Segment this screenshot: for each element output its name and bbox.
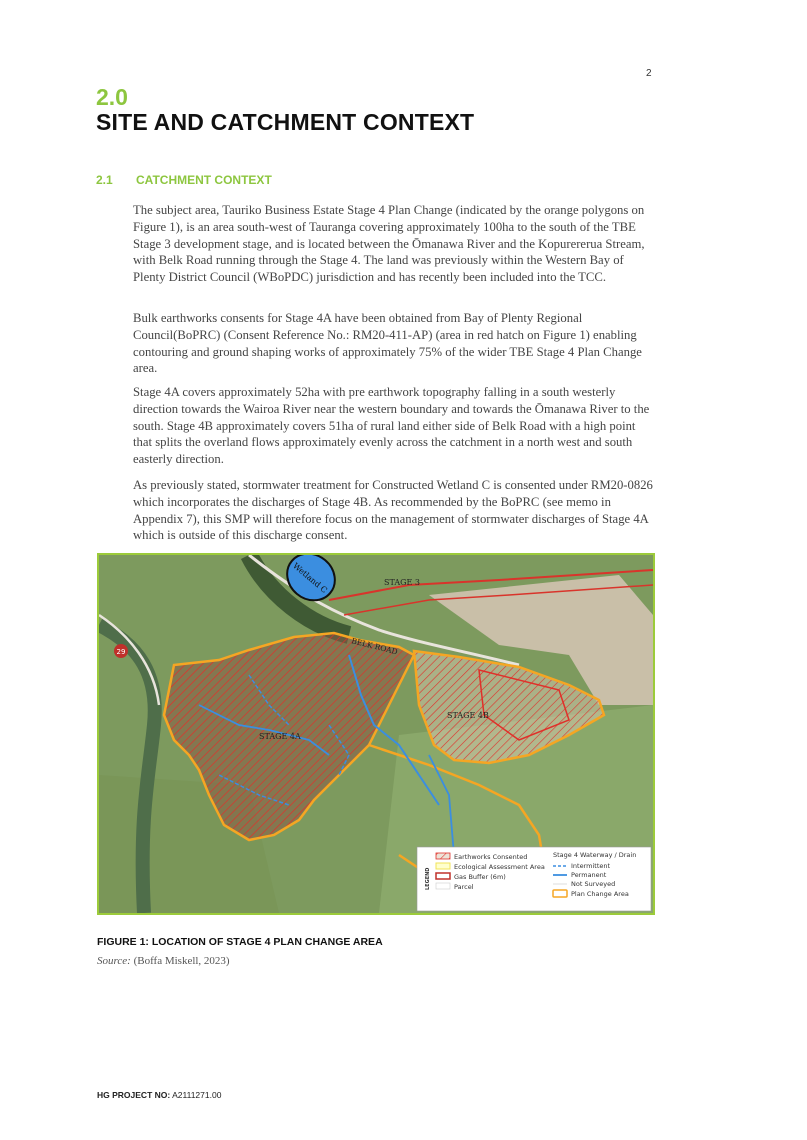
source-text: (Boffa Miskell, 2023) [133, 955, 230, 967]
stage4b-label: STAGE 4B [447, 711, 489, 720]
site-map [97, 553, 655, 915]
stage3-label: STAGE 3 [384, 578, 421, 587]
paragraph-2: Bulk earthworks consents for Stage 4A have been obtained from Bay of Plenty Regional Council(BoPRC) (Consent Reference No.: RM20-411-AP) (area in red hatch on Figure 1) enabling contouring and ground shaping works of approximately 75% of the wider TBE Stage 4 Plan Change area. [133, 311, 642, 376]
legend-permanent: Permanent [571, 871, 607, 879]
legend-gas-buffer: Gas Buffer (6m) [454, 873, 506, 881]
section-title: SITE AND CATCHMENT CONTEXT [96, 109, 475, 135]
subsection-number: 2.1 [96, 173, 113, 187]
stage4a-label: STAGE 4A [259, 732, 301, 741]
section-number: 2.0 [96, 84, 128, 110]
footer-value: A2111271.00 [172, 1090, 222, 1100]
legend-earthworks: Earthworks Consented [454, 853, 528, 861]
legend-parcel: Parcel [454, 883, 474, 891]
figure-caption: FIGURE 1: LOCATION OF STAGE 4 PLAN CHANGE AREA [97, 936, 383, 948]
wetland-label: Wetland C [291, 561, 329, 596]
legend-plan-change: Plan Change Area [571, 890, 629, 898]
paragraph-3: Stage 4A covers approximately 52ha with pre earthwork topography falling in a south westerly direction towards the Wairoa River near the western boundary and towards the Ōmanawa River to the south. Stage 4B approximately covers 51ha of rural land either side of Belk Road with a high point that splits the overland flows approximately evenly across the catchment in a north west and south easterly direction. [133, 385, 650, 467]
legend-ecological: Ecological Assessment Area [454, 863, 545, 871]
legend-intermittent: Intermittent [571, 862, 611, 870]
map-legend [417, 847, 651, 911]
footer [97, 1090, 221, 1100]
legend-waterway-title: Stage 4 Waterway / Drain [553, 851, 637, 859]
legend-title: LEGEND [425, 867, 431, 890]
figure-source [97, 955, 230, 967]
paragraph-1: The subject area, Tauriko Business Estate Stage 4 Plan Change (indicated by the orange polygons on Figure 1), is an area south-west of Tauranga covering approximately 100ha to the south of the TBE Stage 3 development stage, and is located between the Ōmanawa River and the Kopurererua Stream, with Belk Road running through the Stage 4. The land was previously within the Western Bay of Plenty District Council (WBoPDC) jurisdiction and has recently been included into the TCC. [133, 203, 645, 285]
subsection-title: CATCHMENT CONTEXT [136, 173, 272, 187]
road-shield-29 [114, 644, 128, 658]
footer-label: HG PROJECT NO: [97, 1090, 171, 1100]
legend-not-surveyed: Not Surveyed [571, 880, 616, 888]
source-label: Source: [97, 955, 131, 967]
road-number: 29 [116, 648, 126, 656]
page-number: 2 [646, 68, 652, 79]
paragraph-4: As previously stated, stormwater treatment for Constructed Wetland C is consented under RM20-0826 which incorporates the discharges of Stage 4B. As recommended by the BoPRC (see memo in Appendix 7), this SMP will therefore focus on the management of stormwater discharges of Stage 4A which is outside of this discharge consent. [133, 478, 653, 543]
belk-road-label: BELK ROAD [350, 636, 399, 657]
